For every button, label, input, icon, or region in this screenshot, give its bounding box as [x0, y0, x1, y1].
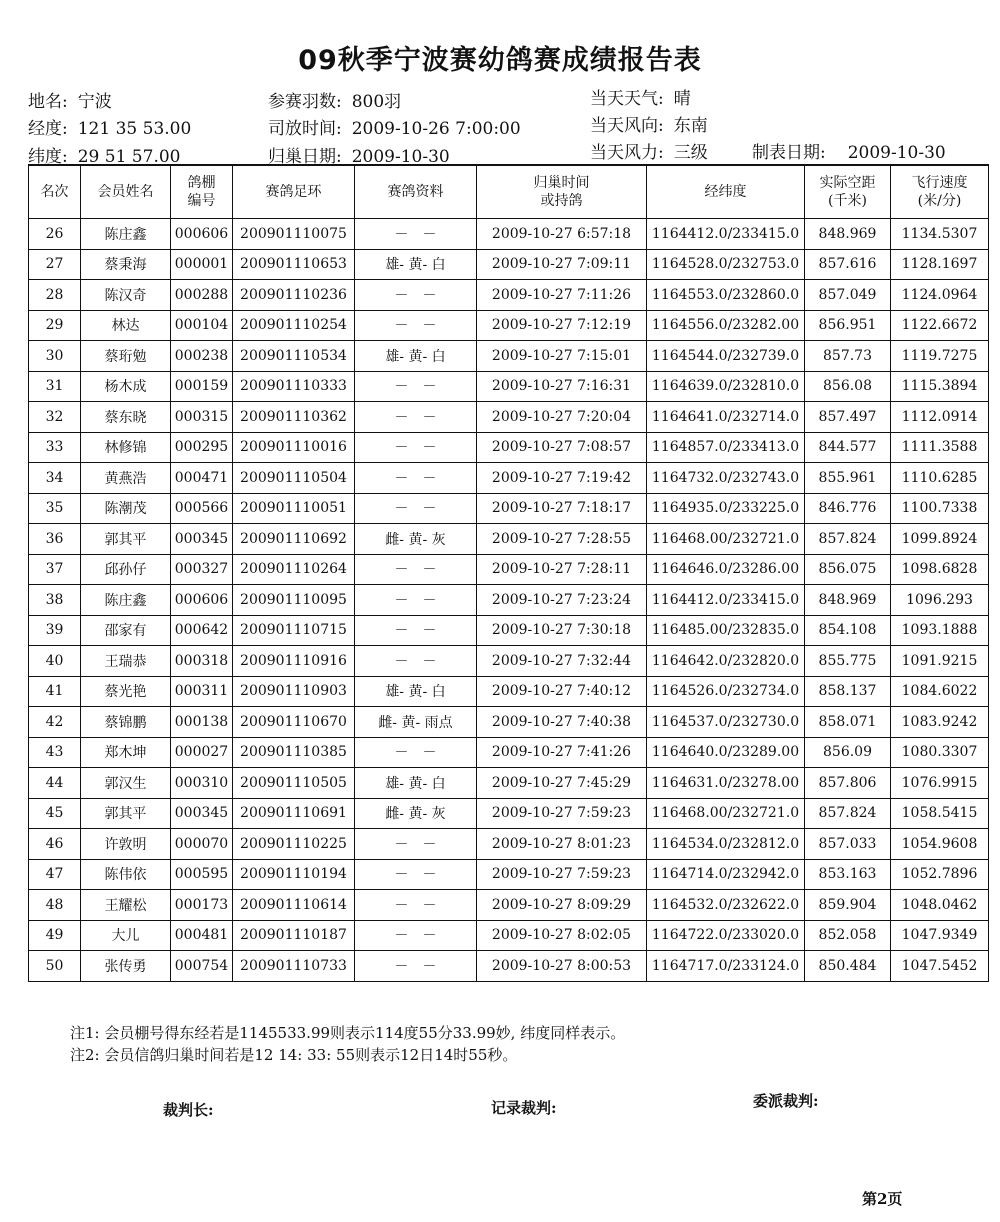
distance-cell: 855.961	[805, 463, 891, 494]
member-name-cell: 王耀松	[81, 890, 171, 921]
meta-weather	[590, 84, 691, 109]
ring-number-cell: 200901110916	[233, 646, 355, 677]
ring-number-cell: 200901110264	[233, 554, 355, 585]
return-time-cell: 2009-10-27 8:02:05	[477, 920, 647, 951]
return-time-cell: 2009-10-27 7:23:24	[477, 585, 647, 616]
rank-cell: 47	[29, 859, 81, 890]
return-time-cell: 2009-10-27 7:40:38	[477, 707, 647, 738]
distance-cell: 850.484	[805, 951, 891, 982]
speed-cell: 1084.6022	[891, 676, 989, 707]
ring-number-cell: 200901110614	[233, 890, 355, 921]
weather-label: 当天天气:	[590, 89, 664, 109]
member-name-cell: 蔡秉海	[81, 249, 171, 280]
distance-cell: 857.497	[805, 402, 891, 433]
return-time-cell: 2009-10-27 7:28:11	[477, 554, 647, 585]
coordinates-cell: 1164857.0/233413.0	[647, 432, 805, 463]
coordinates-cell: 1164537.0/232730.0	[647, 707, 805, 738]
speed-cell: 1119.7275	[891, 341, 989, 372]
ring-number-cell: 200901110225	[233, 829, 355, 860]
speed-cell: 1058.5415	[891, 798, 989, 829]
loft-number-cell: 000027	[171, 737, 233, 768]
coordinates-cell: 1164714.0/232942.0	[647, 859, 805, 890]
rank-cell: 33	[29, 432, 81, 463]
member-name-cell: 陈庄鑫	[81, 219, 171, 250]
note-1: 注1: 会员棚号得东经若是1145533.99则表示114度55分33.99妙, 纬度同样表示。	[70, 1024, 626, 1042]
pigeon-info-cell: 雄- 黄- 白	[355, 768, 477, 799]
table-row	[29, 371, 989, 402]
meta-count	[268, 87, 401, 112]
table-row	[29, 951, 989, 982]
member-name-cell: 王瑞恭	[81, 646, 171, 677]
member-name-cell: 林达	[81, 310, 171, 341]
distance-cell: 848.969	[805, 585, 891, 616]
member-name-cell: 许敦明	[81, 829, 171, 860]
pigeon-info-cell: 雌- 黄- 灰	[355, 798, 477, 829]
loft-number-cell: 000310	[171, 768, 233, 799]
page-number: 第2页	[862, 1190, 903, 1208]
distance-cell: 857.033	[805, 829, 891, 860]
rank-cell: 30	[29, 341, 81, 372]
table-row	[29, 402, 989, 433]
coordinates-cell: 1164556.0/23282.00	[647, 310, 805, 341]
ring-number-cell: 200901110051	[233, 493, 355, 524]
speed-cell: 1110.6285	[891, 463, 989, 494]
rank-cell: 45	[29, 798, 81, 829]
speed-cell: 1083.9242	[891, 707, 989, 738]
rank-cell: 34	[29, 463, 81, 494]
return-time-cell: 2009-10-27 7:16:31	[477, 371, 647, 402]
ring-number-cell: 200901110692	[233, 524, 355, 555]
pigeon-info-cell: － －	[355, 829, 477, 860]
rank-cell: 36	[29, 524, 81, 555]
speed-cell: 1096.293	[891, 585, 989, 616]
pigeon-info-cell: － －	[355, 951, 477, 982]
pigeon-info-cell: 雌- 黄- 灰	[355, 524, 477, 555]
return-time-cell: 2009-10-27 7:19:42	[477, 463, 647, 494]
header-distance: 实际空距 (千米)	[805, 165, 891, 219]
table-row	[29, 432, 989, 463]
made-date-label: 制表日期:	[752, 143, 826, 163]
loft-number-cell: 000295	[171, 432, 233, 463]
speed-cell: 1052.7896	[891, 859, 989, 890]
wind-direction-label: 当天风向:	[590, 116, 664, 136]
speed-cell: 1098.6828	[891, 554, 989, 585]
loft-number-cell: 000311	[171, 676, 233, 707]
header-loft-number: 鸽棚 编号	[171, 165, 233, 219]
loft-number-cell: 000471	[171, 463, 233, 494]
rank-cell: 37	[29, 554, 81, 585]
wind-direction-value: 东南	[673, 116, 708, 136]
pigeon-info-cell: － －	[355, 859, 477, 890]
ring-number-cell: 200901110385	[233, 737, 355, 768]
meta-place	[28, 87, 112, 112]
ring-number-cell: 200901110534	[233, 341, 355, 372]
distance-cell: 857.824	[805, 524, 891, 555]
table-row	[29, 463, 989, 494]
table-row	[29, 737, 989, 768]
wind-force-label: 当天风力:	[590, 143, 664, 163]
member-name-cell: 邵家有	[81, 615, 171, 646]
coordinates-cell: 1164639.0/232810.0	[647, 371, 805, 402]
appointed-referee-label: 委派裁判:	[753, 1092, 819, 1110]
latitude-value: 29 51 57.00	[77, 147, 181, 167]
rank-cell: 43	[29, 737, 81, 768]
table-row	[29, 341, 989, 372]
rank-cell: 28	[29, 280, 81, 311]
count-value: 800羽	[351, 92, 402, 112]
member-name-cell: 陈潮茂	[81, 493, 171, 524]
meta-wind-force	[590, 138, 708, 163]
ring-number-cell: 200901110333	[233, 371, 355, 402]
coordinates-cell: 1164412.0/233415.0	[647, 219, 805, 250]
coordinates-cell: 116485.00/232835.0	[647, 615, 805, 646]
member-name-cell: 黄燕浩	[81, 463, 171, 494]
return-time-cell: 2009-10-27 7:59:23	[477, 798, 647, 829]
loft-number-cell: 000566	[171, 493, 233, 524]
place-label: 地名:	[28, 92, 68, 112]
ring-number-cell: 200901110733	[233, 951, 355, 982]
header-pigeon-info: 赛鸽资料	[355, 165, 477, 219]
return-time-cell: 2009-10-27 7:15:01	[477, 341, 647, 372]
coordinates-cell: 1164553.0/232860.0	[647, 280, 805, 311]
speed-cell: 1091.9215	[891, 646, 989, 677]
chief-referee-label: 裁判长:	[163, 1101, 214, 1119]
member-name-cell: 大儿	[81, 920, 171, 951]
table-row	[29, 768, 989, 799]
table-row	[29, 829, 989, 860]
table-row	[29, 554, 989, 585]
rank-cell: 26	[29, 219, 81, 250]
distance-cell: 855.775	[805, 646, 891, 677]
table-row	[29, 798, 989, 829]
ring-number-cell: 200901110903	[233, 676, 355, 707]
member-name-cell: 蔡珩勉	[81, 341, 171, 372]
coordinates-cell: 1164641.0/232714.0	[647, 402, 805, 433]
member-name-cell: 陈庄鑫	[81, 585, 171, 616]
coordinates-cell: 1164722.0/233020.0	[647, 920, 805, 951]
coordinates-cell: 1164532.0/232622.0	[647, 890, 805, 921]
member-name-cell: 蔡光艳	[81, 676, 171, 707]
return-time-cell: 2009-10-27 7:11:26	[477, 280, 647, 311]
ring-number-cell: 200901110075	[233, 219, 355, 250]
longitude-value: 121 35 53.00	[77, 119, 192, 139]
distance-cell: 856.08	[805, 371, 891, 402]
weather-value: 晴	[673, 89, 691, 109]
pigeon-info-cell: － －	[355, 646, 477, 677]
speed-cell: 1128.1697	[891, 249, 989, 280]
distance-cell: 857.824	[805, 798, 891, 829]
speed-cell: 1122.6672	[891, 310, 989, 341]
meta-made-date	[752, 138, 946, 163]
pigeon-info-cell: － －	[355, 554, 477, 585]
loft-number-cell: 000754	[171, 951, 233, 982]
rank-cell: 41	[29, 676, 81, 707]
return-time-cell: 2009-10-27 7:12:19	[477, 310, 647, 341]
table-row	[29, 280, 989, 311]
coordinates-cell: 1164631.0/23278.00	[647, 768, 805, 799]
rank-cell: 29	[29, 310, 81, 341]
rank-cell: 40	[29, 646, 81, 677]
speed-cell: 1093.1888	[891, 615, 989, 646]
return-time-cell: 2009-10-27 7:32:44	[477, 646, 647, 677]
distance-cell: 857.806	[805, 768, 891, 799]
meta-wind-direction	[590, 111, 708, 136]
distance-cell: 857.049	[805, 280, 891, 311]
coordinates-cell: 1164544.0/232739.0	[647, 341, 805, 372]
speed-cell: 1112.0914	[891, 402, 989, 433]
member-name-cell: 陈汉奇	[81, 280, 171, 311]
longitude-label: 经度:	[28, 119, 68, 139]
coordinates-cell: 1164534.0/232812.0	[647, 829, 805, 860]
loft-number-cell: 000070	[171, 829, 233, 860]
coordinates-cell: 1164717.0/233124.0	[647, 951, 805, 982]
pigeon-info-cell: － －	[355, 310, 477, 341]
return-time-cell: 2009-10-27 7:59:23	[477, 859, 647, 890]
member-name-cell: 蔡锦鹏	[81, 707, 171, 738]
pigeon-info-cell: － －	[355, 493, 477, 524]
rank-cell: 46	[29, 829, 81, 860]
return-time-cell: 2009-10-27 7:09:11	[477, 249, 647, 280]
rank-cell: 38	[29, 585, 81, 616]
speed-cell: 1080.3307	[891, 737, 989, 768]
distance-cell: 857.616	[805, 249, 891, 280]
ring-number-cell: 200901110505	[233, 768, 355, 799]
pigeon-info-cell: － －	[355, 432, 477, 463]
ring-number-cell: 200901110254	[233, 310, 355, 341]
speed-cell: 1054.9608	[891, 829, 989, 860]
header-ring-number: 赛鸽足环	[233, 165, 355, 219]
speed-cell: 1134.5307	[891, 219, 989, 250]
place-value: 宁波	[77, 92, 112, 112]
return-time-cell: 2009-10-27 7:28:55	[477, 524, 647, 555]
coordinates-cell: 1164646.0/23286.00	[647, 554, 805, 585]
count-label: 参赛羽数:	[268, 92, 342, 112]
header-rank: 名次	[29, 165, 81, 219]
rank-cell: 35	[29, 493, 81, 524]
table-row	[29, 493, 989, 524]
distance-cell: 858.071	[805, 707, 891, 738]
table-row	[29, 890, 989, 921]
member-name-cell: 陈伟依	[81, 859, 171, 890]
distance-cell: 856.09	[805, 737, 891, 768]
table-row	[29, 920, 989, 951]
table-row	[29, 676, 989, 707]
loft-number-cell: 000606	[171, 585, 233, 616]
coordinates-cell: 116468.00/232721.0	[647, 524, 805, 555]
pigeon-info-cell: － －	[355, 463, 477, 494]
meta-longitude	[28, 114, 191, 139]
notes	[70, 1022, 625, 1066]
return-time-cell: 2009-10-27 8:01:23	[477, 829, 647, 860]
rank-cell: 31	[29, 371, 81, 402]
table-header-row	[29, 165, 989, 219]
speed-cell: 1100.7338	[891, 493, 989, 524]
pigeon-info-cell: － －	[355, 280, 477, 311]
table-row	[29, 615, 989, 646]
ring-number-cell: 200901110095	[233, 585, 355, 616]
pigeon-info-cell: － －	[355, 737, 477, 768]
return-time-cell: 2009-10-27 6:57:18	[477, 219, 647, 250]
ring-number-cell: 200901110236	[233, 280, 355, 311]
ring-number-cell: 200901110691	[233, 798, 355, 829]
pigeon-info-cell: － －	[355, 219, 477, 250]
member-name-cell: 张传勇	[81, 951, 171, 982]
member-name-cell: 蔡东晓	[81, 402, 171, 433]
latitude-label: 纬度:	[28, 147, 68, 167]
pigeon-info-cell: － －	[355, 585, 477, 616]
table-row	[29, 859, 989, 890]
pigeon-info-cell: － －	[355, 615, 477, 646]
meta-release	[268, 114, 521, 139]
page-title: 09秋季宁波赛幼鸽赛成绩报告表	[298, 45, 702, 76]
return-time-cell: 2009-10-27 7:30:18	[477, 615, 647, 646]
distance-cell: 853.163	[805, 859, 891, 890]
return-time-cell: 2009-10-27 7:40:12	[477, 676, 647, 707]
ring-number-cell: 200901110670	[233, 707, 355, 738]
table-row	[29, 524, 989, 555]
release-value: 2009-10-26 7:00:00	[351, 119, 521, 139]
loft-number-cell: 000315	[171, 402, 233, 433]
ring-number-cell: 200901110016	[233, 432, 355, 463]
loft-number-cell: 000173	[171, 890, 233, 921]
header-member-name: 会员姓名	[81, 165, 171, 219]
member-name-cell: 杨木成	[81, 371, 171, 402]
speed-cell: 1099.8924	[891, 524, 989, 555]
ring-number-cell: 200901110187	[233, 920, 355, 951]
pigeon-info-cell: － －	[355, 402, 477, 433]
table-row	[29, 707, 989, 738]
pigeon-info-cell: － －	[355, 920, 477, 951]
speed-cell: 1047.9349	[891, 920, 989, 951]
coordinates-cell: 1164642.0/232820.0	[647, 646, 805, 677]
table-row	[29, 646, 989, 677]
header-speed: 飞行速度 (米/分)	[891, 165, 989, 219]
wind-force-value: 三级	[673, 143, 708, 163]
recording-referee-label: 记录裁判:	[491, 1099, 557, 1117]
loft-number-cell: 000595	[171, 859, 233, 890]
table-row	[29, 219, 989, 250]
table-row	[29, 310, 989, 341]
speed-cell: 1047.5452	[891, 951, 989, 982]
pigeon-info-cell: 雄- 黄- 白	[355, 341, 477, 372]
member-name-cell: 郭其平	[81, 524, 171, 555]
ring-number-cell: 200901110653	[233, 249, 355, 280]
rank-cell: 48	[29, 890, 81, 921]
loft-number-cell: 000345	[171, 798, 233, 829]
return-time-cell: 2009-10-27 7:41:26	[477, 737, 647, 768]
loft-number-cell: 000159	[171, 371, 233, 402]
return-time-cell: 2009-10-27 7:20:04	[477, 402, 647, 433]
loft-number-cell: 000238	[171, 341, 233, 372]
loft-number-cell: 000606	[171, 219, 233, 250]
rank-cell: 39	[29, 615, 81, 646]
member-name-cell: 郭汉生	[81, 768, 171, 799]
coordinates-cell: 1164526.0/232734.0	[647, 676, 805, 707]
return-time-cell: 2009-10-27 7:45:29	[477, 768, 647, 799]
ring-number-cell: 200901110504	[233, 463, 355, 494]
pigeon-info-cell: 雄- 黄- 白	[355, 676, 477, 707]
distance-cell: 846.776	[805, 493, 891, 524]
distance-cell: 856.951	[805, 310, 891, 341]
distance-cell: 857.73	[805, 341, 891, 372]
made-date-value: 2009-10-30	[847, 143, 946, 163]
coordinates-cell: 116468.00/232721.0	[647, 798, 805, 829]
rank-cell: 44	[29, 768, 81, 799]
distance-cell: 852.058	[805, 920, 891, 951]
member-name-cell: 邱孙仔	[81, 554, 171, 585]
rank-cell: 27	[29, 249, 81, 280]
coordinates-cell: 1164935.0/233225.0	[647, 493, 805, 524]
speed-cell: 1115.3894	[891, 371, 989, 402]
coordinates-cell: 1164528.0/232753.0	[647, 249, 805, 280]
member-name-cell: 郑木坤	[81, 737, 171, 768]
loft-number-cell: 000318	[171, 646, 233, 677]
release-label: 司放时间:	[268, 119, 342, 139]
speed-cell: 1076.9915	[891, 768, 989, 799]
ring-number-cell: 200901110194	[233, 859, 355, 890]
loft-number-cell: 000001	[171, 249, 233, 280]
pigeon-info-cell: 雌- 黄- 雨点	[355, 707, 477, 738]
loft-number-cell: 000345	[171, 524, 233, 555]
table-row	[29, 585, 989, 616]
coordinates-cell: 1164640.0/23289.00	[647, 737, 805, 768]
speed-cell: 1111.3588	[891, 432, 989, 463]
return-time-cell: 2009-10-27 7:08:57	[477, 432, 647, 463]
return-time-cell: 2009-10-27 7:18:17	[477, 493, 647, 524]
coordinates-cell: 1164732.0/232743.0	[647, 463, 805, 494]
pigeon-info-cell: － －	[355, 371, 477, 402]
loft-number-cell: 000104	[171, 310, 233, 341]
note-2: 注2: 会员信鸽归巢时间若是12 14: 33: 55则表示12日14时55秒。	[70, 1046, 518, 1064]
distance-cell: 858.137	[805, 676, 891, 707]
table-row	[29, 249, 989, 280]
header-return-time: 归巢时间 或持鸽	[477, 165, 647, 219]
pigeon-info-cell: 雄- 黄- 白	[355, 249, 477, 280]
return-date-value: 2009-10-30	[351, 147, 450, 167]
ring-number-cell: 200901110362	[233, 402, 355, 433]
return-date-label: 归巢日期:	[268, 147, 342, 167]
loft-number-cell: 000288	[171, 280, 233, 311]
rank-cell: 49	[29, 920, 81, 951]
member-name-cell: 郭其平	[81, 798, 171, 829]
rank-cell: 42	[29, 707, 81, 738]
distance-cell: 848.969	[805, 219, 891, 250]
speed-cell: 1124.0964	[891, 280, 989, 311]
ring-number-cell: 200901110715	[233, 615, 355, 646]
member-name-cell: 林修锦	[81, 432, 171, 463]
return-time-cell: 2009-10-27 8:09:29	[477, 890, 647, 921]
distance-cell: 859.904	[805, 890, 891, 921]
distance-cell: 856.075	[805, 554, 891, 585]
rank-cell: 32	[29, 402, 81, 433]
distance-cell: 844.577	[805, 432, 891, 463]
loft-number-cell: 000481	[171, 920, 233, 951]
results-table	[28, 164, 989, 982]
loft-number-cell: 000642	[171, 615, 233, 646]
pigeon-info-cell: － －	[355, 890, 477, 921]
header-coordinates: 经纬度	[647, 165, 805, 219]
coordinates-cell: 1164412.0/233415.0	[647, 585, 805, 616]
distance-cell: 854.108	[805, 615, 891, 646]
loft-number-cell: 000138	[171, 707, 233, 738]
loft-number-cell: 000327	[171, 554, 233, 585]
return-time-cell: 2009-10-27 8:00:53	[477, 951, 647, 982]
rank-cell: 50	[29, 951, 81, 982]
speed-cell: 1048.0462	[891, 890, 989, 921]
